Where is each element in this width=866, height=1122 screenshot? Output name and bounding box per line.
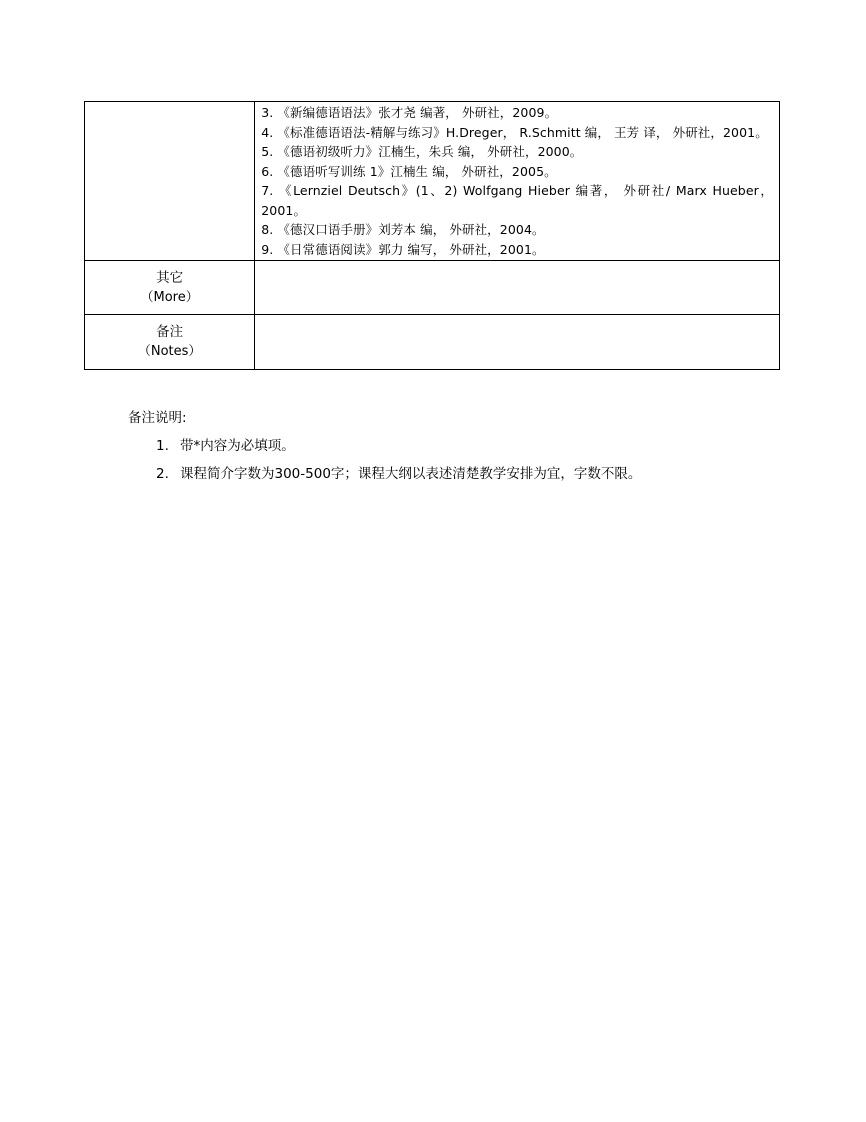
- references-row: [85, 102, 780, 261]
- remarks-item-text: 带*内容为必填项。: [180, 438, 295, 454]
- more-row: [85, 261, 780, 315]
- reference-item: 4. 《标准德语语法-精解与练习》H.Dreger， R.Schmitt 编， 王芳 译， 外研社，2001。: [261, 124, 768, 140]
- remarks-title: 备注说明:: [128, 410, 187, 426]
- notes-label-cell: [85, 315, 255, 370]
- references-cell: [255, 102, 780, 261]
- remarks-item-text: 课程简介字数为300-500字；课程大纲以表述清楚教学安排为宜，字数不限。: [180, 466, 642, 482]
- remarks-item-number: 2.: [156, 466, 169, 482]
- more-label-cn: 其它: [156, 269, 184, 286]
- remarks-item-number: 1.: [156, 438, 169, 454]
- more-label-cell: [85, 261, 255, 315]
- reference-item: 3. 《新编德语语法》张才尧 编著， 外研社，2009。: [261, 105, 558, 120]
- course-info-table: [84, 101, 780, 370]
- notes-label-cn: 备注: [156, 324, 184, 340]
- more-value-cell: [255, 261, 780, 315]
- reference-item: 9. 《日常德语阅读》郭力 编写， 外研社，2001。: [261, 241, 545, 257]
- reference-item: 7. 《Lernziel Deutsch》(1、2) Wolfgang Hieber 编著， 外研社/ Marx Hueber，2001。: [261, 183, 773, 218]
- more-label-en: （More）: [140, 289, 199, 305]
- remarks-item: [128, 464, 768, 484]
- remarks-item: [128, 436, 768, 456]
- reference-item: 6. 《德语听写训练 1》江楠生 编， 外研社，2005。: [261, 163, 557, 179]
- notes-row: [85, 315, 780, 370]
- reference-item: 8. 《德汉口语手册》刘芳本 编， 外研社，2004。: [261, 222, 545, 237]
- notes-value-cell: [255, 315, 780, 370]
- remarks-list: [128, 436, 768, 484]
- remarks-section: [128, 408, 768, 492]
- reference-item: 5. 《德语初级听力》江楠生，朱兵 编， 外研社，2000。: [261, 144, 583, 159]
- notes-label-en: （Notes）: [137, 344, 202, 359]
- references-label-cell: [85, 102, 255, 261]
